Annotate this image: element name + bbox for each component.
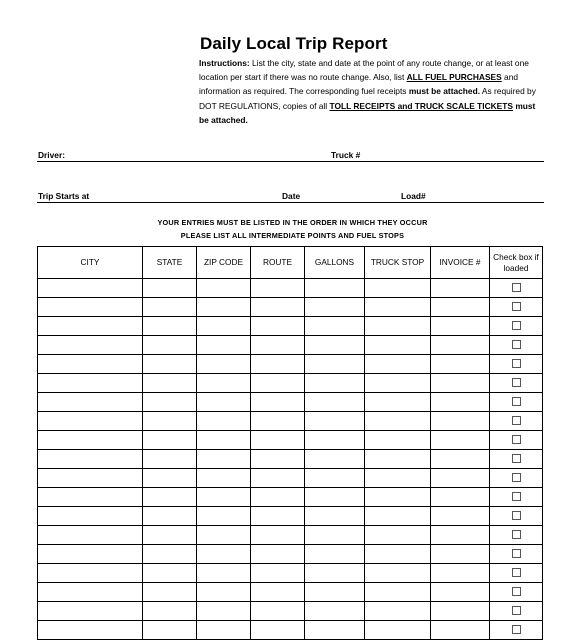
route-cell[interactable] [251, 507, 305, 526]
trip-starts-label: Trip Starts at [38, 191, 90, 201]
loaded-cell [490, 450, 543, 469]
loaded-cell [490, 355, 543, 374]
invoice-cell[interactable] [431, 469, 490, 488]
route-cell[interactable] [251, 488, 305, 507]
zip-code-cell[interactable] [197, 583, 251, 602]
route-cell[interactable] [251, 431, 305, 450]
gallons-cell[interactable] [305, 602, 365, 621]
gallons-cell[interactable] [305, 621, 365, 640]
table-row [38, 355, 543, 374]
loaded-cell [490, 564, 543, 583]
city-cell[interactable] [38, 336, 143, 355]
loaded-checkbox[interactable] [512, 568, 521, 577]
route-cell[interactable] [251, 279, 305, 298]
zip-code-cell[interactable] [197, 355, 251, 374]
truck-label: Truck # [331, 150, 361, 160]
route-cell[interactable] [251, 564, 305, 583]
loaded-cell [490, 393, 543, 412]
zip-code-cell[interactable] [197, 602, 251, 621]
route-cell[interactable] [251, 317, 305, 336]
city-cell[interactable] [38, 564, 143, 583]
page-title: Daily Local Trip Report [200, 34, 388, 53]
route-cell[interactable] [251, 412, 305, 431]
invoice-cell[interactable] [431, 583, 490, 602]
loaded-cell [490, 526, 543, 545]
fuel-purchases-emphasis: ALL FUEL PURCHASES [406, 72, 502, 83]
must-attached-emphasis-1: must be attached. [408, 86, 481, 97]
table-row [38, 298, 543, 317]
loaded-cell [490, 488, 543, 507]
invoice-cell[interactable] [431, 602, 490, 621]
must-attached-emphasis-2: must be attached. [199, 100, 536, 125]
loaded-cell [490, 336, 543, 355]
gallons-cell[interactable] [305, 469, 365, 488]
date-label: Date [282, 191, 301, 201]
loaded-cell [490, 469, 543, 488]
state-cell[interactable] [143, 545, 197, 564]
state-cell[interactable] [143, 412, 197, 431]
truck-stop-cell[interactable] [365, 545, 431, 564]
loaded-checkbox[interactable] [512, 511, 521, 520]
loaded-cell [490, 279, 543, 298]
truck-stop-cell[interactable] [365, 431, 431, 450]
table-row [38, 336, 543, 355]
invoice-cell[interactable] [431, 336, 490, 355]
truck-stop-cell[interactable] [365, 355, 431, 374]
zip-code-cell[interactable] [197, 374, 251, 393]
invoice-cell[interactable] [431, 412, 490, 431]
gallons-cell[interactable] [305, 450, 365, 469]
loaded-checkbox[interactable] [512, 321, 521, 330]
loaded-checkbox[interactable] [512, 283, 521, 292]
route-cell[interactable] [251, 374, 305, 393]
instructions-text [199, 56, 544, 127]
truck-stop-cell[interactable] [365, 317, 431, 336]
zip-code-cell[interactable] [197, 507, 251, 526]
zip-code-cell[interactable] [197, 526, 251, 545]
route-cell[interactable] [251, 621, 305, 640]
route-cell[interactable] [251, 583, 305, 602]
state-cell[interactable] [143, 355, 197, 374]
city-cell[interactable] [38, 450, 143, 469]
state-cell[interactable] [143, 431, 197, 450]
zip-code-cell[interactable] [197, 317, 251, 336]
city-cell[interactable] [38, 583, 143, 602]
zip-code-cell[interactable] [197, 412, 251, 431]
truck-stop-cell[interactable] [365, 374, 431, 393]
state-cell[interactable] [143, 279, 197, 298]
zip-code-cell[interactable] [197, 621, 251, 640]
route-cell[interactable] [251, 602, 305, 621]
truck-stop-cell[interactable] [365, 583, 431, 602]
invoice-cell[interactable] [431, 526, 490, 545]
table-row [38, 450, 543, 469]
table-row [38, 545, 543, 564]
state-cell[interactable] [143, 393, 197, 412]
route-cell[interactable] [251, 336, 305, 355]
city-cell[interactable] [38, 602, 143, 621]
zip-code-cell[interactable] [197, 393, 251, 412]
invoice-cell[interactable] [431, 355, 490, 374]
state-cell[interactable] [143, 602, 197, 621]
loaded-cell [490, 621, 543, 640]
instructions-label: Instructions: [199, 58, 250, 68]
loaded-cell [490, 317, 543, 336]
truck-stop-cell[interactable] [365, 621, 431, 640]
col-header-invoice: INVOICE # [431, 247, 490, 279]
gallons-cell[interactable] [305, 374, 365, 393]
instructions-part-1: List the city, state and date at the point of any route change, or at least one location per start if there was no route change. Also, list [199, 58, 529, 83]
table-row [38, 564, 543, 583]
loaded-cell [490, 545, 543, 564]
truck-stop-cell[interactable] [365, 412, 431, 431]
city-cell[interactable] [38, 279, 143, 298]
city-cell[interactable] [38, 393, 143, 412]
col-header-zip-code: ZIP CODE [197, 247, 251, 279]
invoice-cell[interactable] [431, 317, 490, 336]
state-cell[interactable] [143, 507, 197, 526]
table-row [38, 602, 543, 621]
truck-stop-cell[interactable] [365, 602, 431, 621]
city-cell[interactable] [38, 507, 143, 526]
loaded-checkbox[interactable] [512, 397, 521, 406]
gallons-cell[interactable] [305, 355, 365, 374]
col-header-route: ROUTE [251, 247, 305, 279]
state-cell[interactable] [143, 526, 197, 545]
table-row [38, 279, 543, 298]
trip-log-table [37, 246, 543, 640]
city-cell[interactable] [38, 355, 143, 374]
gallons-cell[interactable] [305, 564, 365, 583]
loaded-checkbox[interactable] [512, 549, 521, 558]
loaded-cell [490, 374, 543, 393]
col-header-check-box: Check box if loaded [490, 247, 543, 279]
zip-code-cell[interactable] [197, 336, 251, 355]
truck-stop-cell[interactable] [365, 507, 431, 526]
table-row [38, 431, 543, 450]
loaded-cell [490, 431, 543, 450]
invoice-cell[interactable] [431, 450, 490, 469]
invoice-cell[interactable] [431, 488, 490, 507]
loaded-checkbox[interactable] [512, 340, 521, 349]
truck-stop-cell[interactable] [365, 393, 431, 412]
city-cell[interactable] [38, 621, 143, 640]
loaded-cell [490, 583, 543, 602]
invoice-cell[interactable] [431, 374, 490, 393]
state-cell[interactable] [143, 583, 197, 602]
gallons-cell[interactable] [305, 298, 365, 317]
truck-stop-cell[interactable] [365, 469, 431, 488]
col-header-city: CITY [38, 247, 143, 279]
route-cell[interactable] [251, 526, 305, 545]
route-cell[interactable] [251, 393, 305, 412]
invoice-cell[interactable] [431, 507, 490, 526]
table-header-row [38, 247, 543, 279]
notice-line-1: YOUR ENTRIES MUST BE LISTED IN THE ORDER IN WHICH THEY OCCUR [157, 218, 428, 227]
truck-stop-cell[interactable] [365, 526, 431, 545]
gallons-cell[interactable] [305, 393, 365, 412]
loaded-checkbox[interactable] [512, 587, 521, 596]
loaded-cell [490, 298, 543, 317]
instructions-part-3: As required by DOT REGULATIONS, copies of all [199, 86, 536, 111]
state-cell[interactable] [143, 469, 197, 488]
zip-code-cell[interactable] [197, 298, 251, 317]
loaded-cell [490, 507, 543, 526]
invoice-cell[interactable] [431, 564, 490, 583]
col-header-gallons: GALLONS [305, 247, 365, 279]
zip-code-cell[interactable] [197, 450, 251, 469]
state-cell[interactable] [143, 298, 197, 317]
loaded-checkbox[interactable] [512, 492, 521, 501]
invoice-cell[interactable] [431, 431, 490, 450]
driver-truck-line[interactable] [37, 161, 544, 162]
truck-stop-cell[interactable] [365, 279, 431, 298]
truck-stop-cell[interactable] [365, 336, 431, 355]
city-cell[interactable] [38, 298, 143, 317]
invoice-cell[interactable] [431, 393, 490, 412]
loaded-cell [490, 412, 543, 431]
loaded-checkbox[interactable] [512, 435, 521, 444]
route-cell[interactable] [251, 450, 305, 469]
table-row [38, 374, 543, 393]
invoice-cell[interactable] [431, 279, 490, 298]
state-cell[interactable] [143, 317, 197, 336]
truck-stop-cell[interactable] [365, 298, 431, 317]
loaded-checkbox[interactable] [512, 606, 521, 615]
toll-receipts-emphasis: TOLL RECEIPTS and TRUCK SCALE TICKETS [329, 100, 513, 111]
city-cell[interactable] [38, 412, 143, 431]
city-cell[interactable] [38, 431, 143, 450]
gallons-cell[interactable] [305, 545, 365, 564]
route-cell[interactable] [251, 298, 305, 317]
route-cell[interactable] [251, 469, 305, 488]
city-cell[interactable] [38, 469, 143, 488]
col-header-truck-stop: TRUCK STOP [365, 247, 431, 279]
loaded-checkbox[interactable] [512, 530, 521, 539]
loaded-checkbox[interactable] [512, 454, 521, 463]
instructions-part-2: and information as required. The corresponding fuel receipts [199, 72, 519, 97]
table-row [38, 621, 543, 640]
table-body [38, 279, 543, 640]
table-row [38, 469, 543, 488]
loaded-checkbox[interactable] [512, 625, 521, 634]
truck-stop-cell[interactable] [365, 488, 431, 507]
route-cell[interactable] [251, 355, 305, 374]
table-row [38, 317, 543, 336]
city-cell[interactable] [38, 317, 143, 336]
loaded-cell [490, 602, 543, 621]
truck-stop-cell[interactable] [365, 564, 431, 583]
notice-line-2: PLEASE LIST ALL INTERMEDIATE POINTS AND FUEL STOPS [180, 231, 405, 240]
table-row [38, 507, 543, 526]
col-header-state: STATE [143, 247, 197, 279]
state-cell[interactable] [143, 374, 197, 393]
city-cell[interactable] [38, 545, 143, 564]
invoice-cell[interactable] [431, 621, 490, 640]
table-row [38, 488, 543, 507]
table-row [38, 393, 543, 412]
invoice-cell[interactable] [431, 298, 490, 317]
gallons-cell[interactable] [305, 526, 365, 545]
state-cell[interactable] [143, 621, 197, 640]
gallons-cell[interactable] [305, 507, 365, 526]
zip-code-cell[interactable] [197, 488, 251, 507]
gallons-cell[interactable] [305, 317, 365, 336]
zip-code-cell[interactable] [197, 431, 251, 450]
gallons-cell[interactable] [305, 431, 365, 450]
zip-code-cell[interactable] [197, 279, 251, 298]
route-cell[interactable] [251, 545, 305, 564]
state-cell[interactable] [143, 488, 197, 507]
loaded-checkbox[interactable] [512, 416, 521, 425]
loaded-checkbox[interactable] [512, 473, 521, 482]
city-cell[interactable] [38, 526, 143, 545]
state-cell[interactable] [143, 564, 197, 583]
table-row [38, 412, 543, 431]
state-cell[interactable] [143, 336, 197, 355]
gallons-cell[interactable] [305, 583, 365, 602]
table-row [38, 583, 543, 602]
zip-code-cell[interactable] [197, 545, 251, 564]
zip-code-cell[interactable] [197, 564, 251, 583]
zip-code-cell[interactable] [197, 469, 251, 488]
truck-stop-cell[interactable] [365, 450, 431, 469]
trip-date-load-line[interactable] [37, 202, 544, 203]
city-cell[interactable] [38, 374, 143, 393]
loaded-checkbox[interactable] [512, 302, 521, 311]
state-cell[interactable] [143, 450, 197, 469]
loaded-checkbox[interactable] [512, 359, 521, 368]
loaded-checkbox[interactable] [512, 378, 521, 387]
gallons-cell[interactable] [305, 488, 365, 507]
gallons-cell[interactable] [305, 279, 365, 298]
table-row [38, 526, 543, 545]
driver-label: Driver: [38, 150, 65, 160]
city-cell[interactable] [38, 488, 143, 507]
invoice-cell[interactable] [431, 545, 490, 564]
load-label: Load# [401, 191, 426, 201]
gallons-cell[interactable] [305, 336, 365, 355]
gallons-cell[interactable] [305, 412, 365, 431]
